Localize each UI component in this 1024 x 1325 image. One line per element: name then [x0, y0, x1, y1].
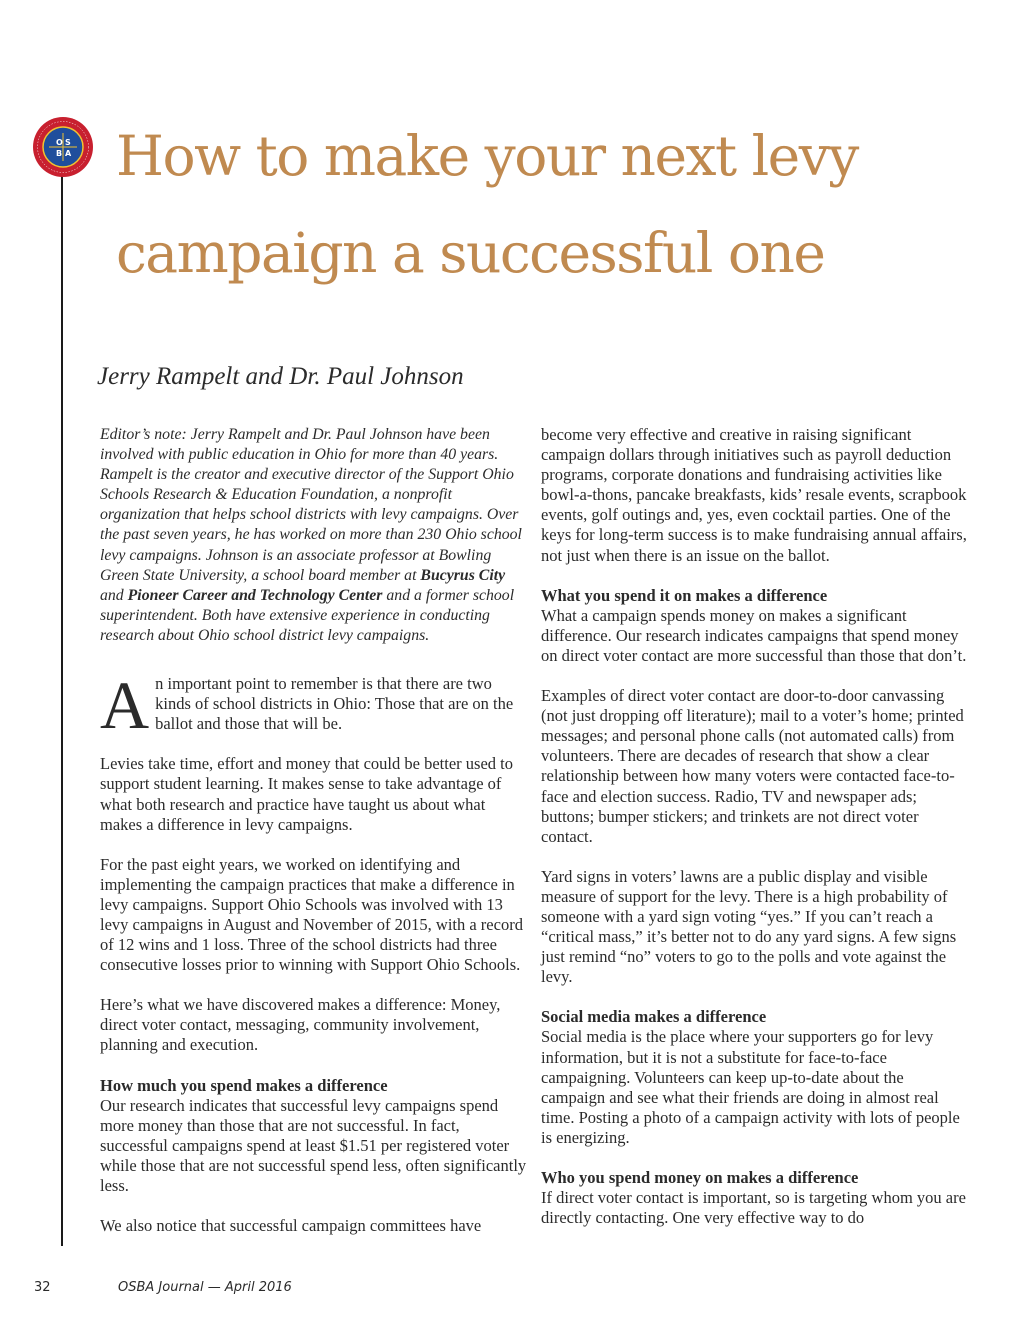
editor-note-bold-2: Pioneer Career and Technology Center	[127, 586, 383, 604]
body-paragraph: Here’s what we have discovered makes a difference: Money, direct voter contact, messaging, community involvement, planning and execution.	[100, 995, 501, 1055]
svg-text:S: S	[65, 138, 71, 147]
editor-note-text-1: Editor’s note: Jerry Rampelt and Dr. Paul Johnson have been involved with public education in Ohio for more than 40 years. Rampelt is the creator and executive director of the Support Ohio Schools Research & Education Foundation, a nonprofit organization that helps school districts with levy campaigns. Over the past seven years, he has worked on more than 230 Ohio school levy campaigns. Johnson is an associate professor at Bowling Green State University, a school board member at	[100, 426, 522, 584]
right-column	[541, 425, 971, 1248]
subhead: What you spend it on makes a difference	[541, 585, 828, 605]
byline: Jerry Rampelt and Dr. Paul Johnson	[97, 363, 464, 390]
vertical-rule	[61, 168, 63, 1246]
body-paragraph: become very effective and creative in raising significant campaign dollars through initiatives such as payroll deduction programs, corporate donations and fundraising activities like bowl-a-thons, pancake breakfasts, kids’ resale events, scrapbook events, golf outings and, yes, even cocktail parties. One of the keys for long-term success is to make fundraising annual affairs, not just when there is an issue on the ballot.	[541, 425, 967, 565]
subhead: How much you spend makes a difference	[100, 1075, 388, 1095]
body-paragraph: Levies take time, effort and money that could be better used to support student learning. It makes sense to take advantage of what both research and practice have taught us about what makes a difference in levy campaigns.	[100, 754, 513, 834]
drop-cap: A	[100, 667, 150, 744]
editor-note-bold-1: Bucyrus City	[420, 566, 506, 584]
editor-note-text-2: and a former school superintendent. Both have extensive experience in conducting research about Ohio school district levy campaigns.	[100, 586, 515, 644]
subhead: Who you spend money on makes a difference	[541, 1168, 859, 1187]
article-headline: How to make your next levy campaign a successful one	[116, 124, 858, 285]
editor-note-conjunction: and	[100, 586, 128, 604]
svg-text:O: O	[56, 138, 63, 147]
body-paragraph: Yard signs in voters’ lawns are a public display and visible measure of support for the levy. There is a high probability of someone with a yard sign voting “yes.” If you can’t reach a “critical mass,” it’s better not to do any yard signs. A few signs just remind “no” voters to go to the polls and vote against the levy.	[541, 866, 957, 987]
svg-text:A: A	[65, 149, 72, 158]
journal-footer: OSBA Journal — April 2016	[118, 1280, 292, 1295]
osba-seal-logo	[32, 116, 94, 178]
editor-note	[100, 425, 528, 646]
body-paragraph: Examples of direct voter contact are door-to-door canvassing (not just dropping off literature); mail to a voter’s home; printed messages; and personal phone calls (not automated calls) from volunteers. There are decades of research that show a clear relationship between how many voters were contacted face-to-face and election success. Radio, TV and newspaper ads; buttons; bumper stickers; and trinkets are not direct voter contact.	[541, 686, 964, 846]
lead-paragraph	[100, 667, 528, 744]
body-paragraph: If direct voter contact is important, so is targeting whom you are directly contacting. One very effective way to do	[541, 1188, 966, 1228]
body-paragraph: For the past eight years, we worked on identifying and implementing the campaign practices that make a difference in levy campaigns. Support Ohio Schools was involved with 13 levy campaigns in August and November of 2015, with a record of 12 wins and 1 loss. Three of the school districts had three consecutive losses prior to winning with Support Ohio Schools.	[100, 854, 523, 975]
body-paragraph: Our research indicates that successful levy campaigns spend more money than those that are not successful. In fact, successful campaigns spend at least $1.51 per registered voter while those that are not successful spend less, often significantly less.	[100, 1095, 527, 1195]
lead-text: n important point to remember is that there are two kinds of school districts in Ohio: Those that are on the ballot and those that will be.	[155, 674, 514, 734]
body-paragraph: What a campaign spends money on makes a significant difference. Our research indicates campaigns that spend money on direct voter contact are more successful than those that don’t.	[541, 605, 967, 665]
page-number: 32	[34, 1280, 51, 1295]
subhead: Social media makes a difference	[541, 1007, 767, 1027]
left-column	[100, 425, 528, 1256]
svg-text:B: B	[56, 149, 63, 158]
body-paragraph: Social media is the place where your supporters go for levy information, but it is not a substitute for face-to-face campaigning. Volunteers can keep up-to-date about the campaign and see what their friends are doing in almost real time. Posting a photo of a campaign activity with lots of people is energizing.	[541, 1027, 960, 1147]
body-paragraph: We also notice that successful campaign committees have	[100, 1216, 482, 1236]
